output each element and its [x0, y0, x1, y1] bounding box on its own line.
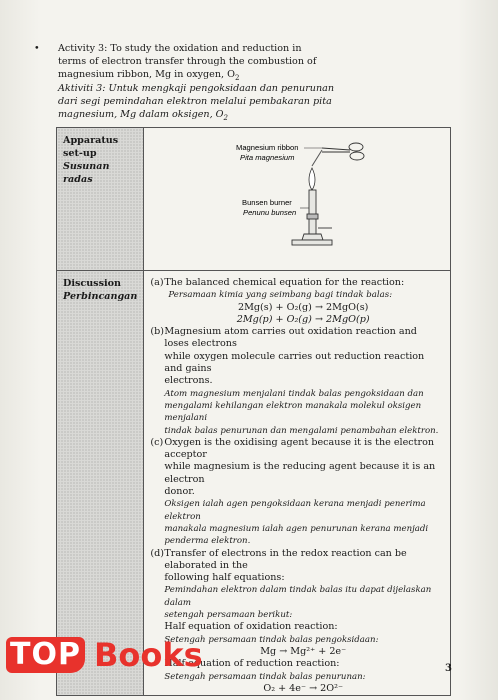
discussion-content-cell	[144, 271, 451, 696]
item-c-en-2: while magnesium is the reducing agent because it is an electron	[164, 461, 436, 485]
item-a-ms: Persamaan kimia yang seimbang bagi tindak balas:	[168, 290, 393, 301]
item-d-red-ms: Setengah persamaan tindak balas penurunan:	[164, 671, 366, 682]
item-b-marker: (b)	[150, 326, 165, 338]
item-b-ms-2: mengalami kehilangan elektron manakala molekul oksigen menjalani	[164, 400, 422, 424]
apparatus-diagram-cell	[144, 128, 451, 271]
item-c-ms-2: manakala magnesium ialah agen penurunan kerana menjadi	[164, 523, 429, 534]
discussion-item-b	[150, 326, 442, 437]
item-d-ox-equation: Mg → Mg²⁺ + 2e⁻	[260, 645, 347, 657]
item-b-ms-1: Atom magnesium menjalani tindak balas pengoksidaan dan	[164, 388, 424, 399]
label-bunsen-burner: Bunsen burner	[242, 198, 293, 207]
activity-title-en-line1: Activity 3: To study the oxidation and reduction in	[58, 43, 302, 54]
logo-books-text: Books	[94, 636, 203, 674]
activity-title-en-line2: terms of electron transfer through the combustion of	[58, 56, 317, 68]
logo-top-text: TOP	[6, 637, 85, 673]
apparatus-label-ms-1: Susunan	[63, 161, 110, 172]
item-d-marker: (d)	[150, 547, 165, 559]
activity-table	[56, 127, 451, 696]
apparatus-label-ms-2: radas	[63, 174, 93, 185]
apparatus-label-cell	[57, 128, 144, 271]
bunsen-burner-icon	[292, 190, 332, 245]
label-magnesium-ribbon: Magnesium ribbon	[236, 143, 299, 152]
discussion-item-a	[150, 277, 442, 326]
activity-title-en-line3: magnesium ribbon, Mg in oxygen, $O_2$	[58, 69, 240, 83]
discussion-label-en: Discussion	[63, 278, 122, 289]
apparatus-label-en-1: Apparatus	[63, 135, 119, 146]
item-c-marker: (c)	[150, 436, 164, 448]
item-c-ms-1: Oksigen ialah agen pengoksidaan kerana menjadi penerima elektron	[164, 499, 426, 522]
item-a-equation: 2Mg(s) + O₂(g) → 2MgO(s)	[237, 301, 369, 313]
item-c-en-1: Oxygen is the oxidising agent because it is the electron acceptor	[164, 436, 435, 461]
discussion-label-ms: Perbincangan	[63, 291, 138, 302]
item-b-en-3: electrons.	[164, 375, 213, 387]
item-d-en-1: Transfer of electrons in the redox reaction can be elaborated in the	[164, 547, 407, 571]
apparatus-diagram	[144, 128, 460, 270]
apparatus-label-en-2: set-up	[63, 148, 97, 159]
item-a-en: The balanced chemical equation for the reaction:	[164, 277, 405, 288]
item-a-marker: (a)	[150, 277, 164, 288]
activity-heading-text	[58, 42, 458, 121]
item-d-ox-ms: Setengah persamaan tindak balas pengoksidaan:	[164, 634, 379, 645]
item-d-ms-2: setengah persamaan berikut:	[164, 610, 293, 621]
label-penunu-bunsen: Penunu bunsen	[243, 208, 297, 217]
item-d-ms-1: Pemindahan elektron dalam tindak balas itu dapat dijelaskan dalam	[164, 585, 432, 608]
topbooks-logo	[6, 633, 203, 683]
page-number: 3	[445, 663, 452, 674]
item-c-en-3: donor.	[164, 486, 195, 498]
item-d-en-2: following half equations:	[164, 572, 285, 584]
tongs-icon	[322, 143, 364, 160]
item-d-red-equation: O₂ + 4e⁻ → 2O²⁻	[263, 682, 344, 694]
activity-title-ms-line1: Aktiviti 3: Untuk mengkaji pengoksidaan dan penurunan	[58, 82, 335, 94]
item-b-ms-3: tindak balas penurunan dan mengalami penambahan elektron.	[164, 425, 439, 436]
discussion-label-cell	[57, 271, 144, 696]
bullet-marker: •	[34, 43, 40, 54]
label-pita-magnesium: Pita magnesium	[240, 153, 295, 162]
item-d-red-en: Half equation of reduction reaction:	[164, 658, 340, 670]
magnesium-ribbon-shape	[312, 150, 322, 166]
flame-icon	[309, 168, 315, 190]
item-a-equation-ms: 2Mg(p) + O₂(g) → 2MgO(p)	[236, 313, 370, 325]
item-d-ox-en: Half equation of oxidation reaction:	[164, 621, 338, 633]
item-b-en-1: Magnesium atom carries out oxidation reaction and loses electrons	[164, 326, 417, 350]
item-c-ms-3: penderma elektron.	[164, 536, 251, 547]
discussion-item-c	[150, 437, 442, 548]
item-b-en-2: while oxygen molecule carries out reduction reaction and gains	[164, 350, 425, 375]
activity-title-ms-line2: dari segi pemindahan elektron melalui pembakaran pita	[58, 95, 332, 107]
activity-title-ms-line3: magnesium, Mg dalam oksigen, $O_2$	[58, 109, 229, 122]
